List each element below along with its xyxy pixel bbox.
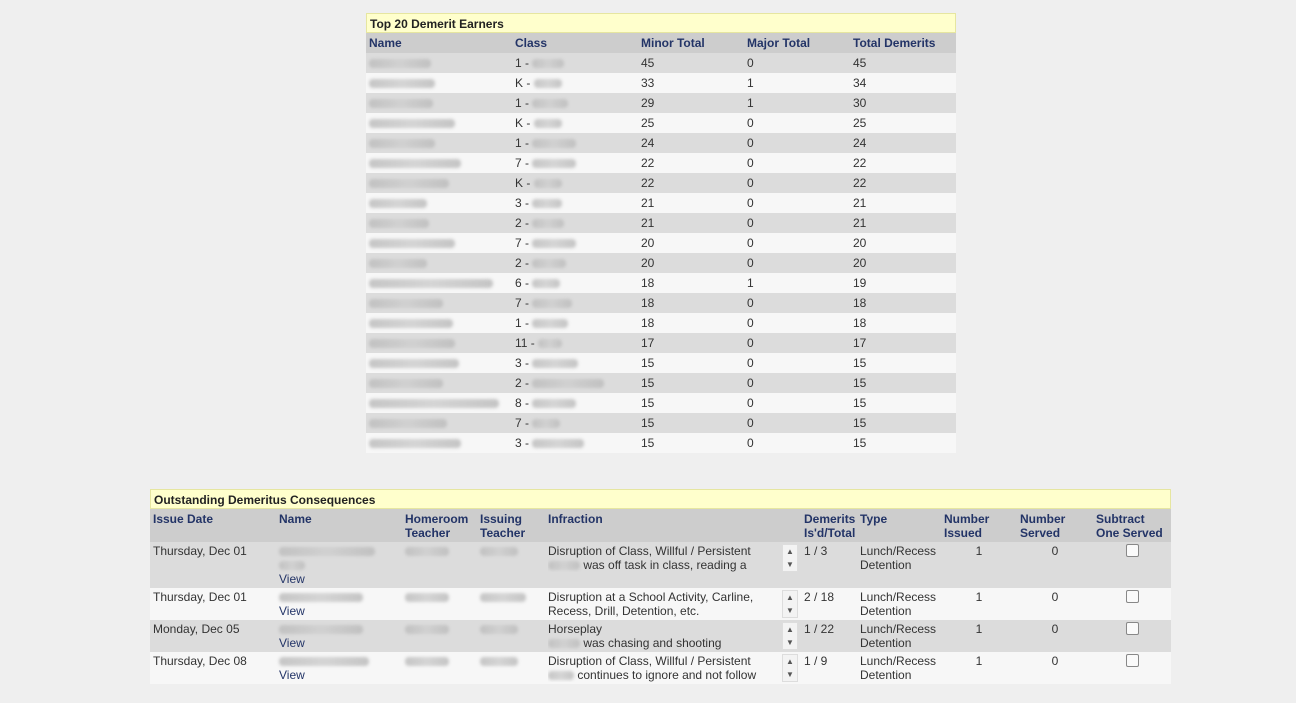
top-20-panel [366, 13, 956, 453]
class-cell: 8 - [512, 393, 638, 413]
redacted-teacher [532, 399, 576, 408]
major-total-cell: 0 [744, 133, 850, 153]
student-name-cell [366, 173, 512, 193]
minor-total-cell: 18 [638, 313, 744, 333]
number-served-cell: 0 [1017, 542, 1093, 588]
major-total-cell: 0 [744, 193, 850, 213]
redacted-name [369, 219, 429, 228]
minor-total-cell: 15 [638, 393, 744, 413]
col-number-issued-header: Number Issued [941, 509, 1017, 542]
top-20-row [366, 253, 956, 273]
issuing-teacher-cell [477, 652, 545, 684]
scroll-down-icon[interactable]: ▼ [786, 560, 794, 569]
class-cell: 3 - [512, 433, 638, 453]
top-20-row [366, 213, 956, 233]
redacted-name [369, 419, 447, 428]
col-infraction-header: Infraction [545, 509, 801, 542]
infraction-scrollbar[interactable] [782, 654, 798, 682]
top-20-row [366, 333, 956, 353]
major-total-cell: 0 [744, 253, 850, 273]
total-demerits-cell: 15 [850, 353, 956, 373]
redacted-name [369, 199, 427, 208]
redacted-teacher [532, 439, 584, 448]
col-major-total-header: Major Total [744, 33, 850, 53]
major-total-cell: 0 [744, 373, 850, 393]
scroll-down-icon[interactable]: ▼ [786, 638, 794, 647]
scroll-up-icon[interactable]: ▲ [786, 547, 794, 556]
total-demerits-cell: 15 [850, 413, 956, 433]
top-20-row [366, 113, 956, 133]
student-name-cell [366, 413, 512, 433]
redacted-name [369, 399, 499, 408]
top-20-row [366, 193, 956, 213]
redacted-teacher [534, 79, 562, 88]
minor-total-cell: 20 [638, 253, 744, 273]
student-name-cell [366, 133, 512, 153]
student-name-cell [366, 93, 512, 113]
major-total-cell: 0 [744, 153, 850, 173]
consequences-title: Outstanding Demeritus Consequences [150, 489, 1171, 509]
homeroom-teacher-cell [402, 652, 477, 684]
major-total-cell: 1 [744, 73, 850, 93]
redacted-teacher [532, 419, 560, 428]
scroll-up-icon[interactable]: ▲ [786, 657, 794, 666]
minor-total-cell: 18 [638, 293, 744, 313]
name-cell [276, 588, 402, 620]
major-total-cell: 0 [744, 393, 850, 413]
col-issuing-teacher-header: Issuing Teacher [477, 509, 545, 542]
redacted-name [369, 439, 461, 448]
infraction-textarea[interactable]: Disruption of Class, Willful / Persistent was off task in class, reading a [548, 544, 751, 572]
view-link[interactable]: View [279, 572, 305, 586]
total-demerits-cell: 18 [850, 313, 956, 333]
top-20-row [366, 53, 956, 73]
redacted-teacher [532, 239, 576, 248]
number-issued-cell: 1 [941, 542, 1017, 588]
minor-total-cell: 45 [638, 53, 744, 73]
top-20-row [366, 413, 956, 433]
minor-total-cell: 15 [638, 413, 744, 433]
demerits-cell: 1 / 22 [801, 620, 857, 652]
col-total-demerits-header: Total Demerits [850, 33, 956, 53]
total-demerits-cell: 19 [850, 273, 956, 293]
minor-total-cell: 15 [638, 353, 744, 373]
major-total-cell: 0 [744, 213, 850, 233]
class-cell: 3 - [512, 193, 638, 213]
student-name-cell [366, 213, 512, 233]
redacted-name [369, 279, 493, 288]
student-name-cell [366, 353, 512, 373]
redacted-name [279, 593, 363, 602]
class-cell: K - [512, 73, 638, 93]
consequence-row [150, 620, 1171, 652]
top-20-row [366, 93, 956, 113]
col-type-header: Type [857, 509, 941, 542]
redacted-teacher [532, 59, 564, 68]
major-total-cell: 0 [744, 113, 850, 133]
infraction-scrollbar[interactable] [782, 622, 798, 650]
total-demerits-cell: 15 [850, 373, 956, 393]
redacted-teacher [405, 547, 449, 556]
redacted-name [369, 139, 435, 148]
redacted-teacher [532, 139, 576, 148]
student-name-cell [366, 273, 512, 293]
consequences-panel [150, 489, 1171, 684]
infraction-textarea[interactable]: Disruption at a School Activity, Carline, Recess, Drill, Detention, etc. [548, 590, 754, 618]
class-cell: K - [512, 113, 638, 133]
issue-date-cell: Thursday, Dec 01 [150, 588, 276, 620]
top-20-row [366, 133, 956, 153]
consequence-row [150, 542, 1171, 588]
number-served-cell: 0 [1017, 652, 1093, 684]
name-cell [276, 652, 402, 684]
class-cell: 7 - [512, 293, 638, 313]
redacted-name [369, 99, 433, 108]
minor-total-cell: 29 [638, 93, 744, 113]
redacted-teacher [532, 279, 560, 288]
name-cell [276, 620, 402, 652]
class-cell: 1 - [512, 93, 638, 113]
infraction-textarea[interactable]: Disruption of Class, Willful / Persistent continues to ignore and not follow [548, 654, 757, 682]
top-20-row [366, 353, 956, 373]
type-cell: Lunch/Recess Detention [857, 652, 941, 684]
redacted-name [369, 119, 455, 128]
scroll-up-icon[interactable]: ▲ [786, 593, 794, 602]
redacted-name [369, 79, 435, 88]
student-name-cell [366, 293, 512, 313]
subtract-one-served-checkbox[interactable] [1126, 654, 1139, 667]
class-cell: 7 - [512, 153, 638, 173]
col-minor-total-header: Minor Total [638, 33, 744, 53]
top-20-table [366, 33, 956, 453]
top-20-row [366, 233, 956, 253]
student-name-cell [366, 433, 512, 453]
redacted-teacher [532, 259, 566, 268]
total-demerits-cell: 25 [850, 113, 956, 133]
homeroom-teacher-cell [402, 542, 477, 588]
consequence-row [150, 588, 1171, 620]
class-cell: 3 - [512, 353, 638, 373]
redacted-teacher [405, 625, 449, 634]
minor-total-cell: 20 [638, 233, 744, 253]
student-name-cell [366, 113, 512, 133]
type-cell: Lunch/Recess Detention [857, 620, 941, 652]
class-cell: 7 - [512, 413, 638, 433]
redacted-name [369, 259, 427, 268]
major-total-cell: 0 [744, 413, 850, 433]
major-total-cell: 1 [744, 93, 850, 113]
student-name-cell [366, 333, 512, 353]
major-total-cell: 0 [744, 353, 850, 373]
minor-total-cell: 33 [638, 73, 744, 93]
total-demerits-cell: 22 [850, 153, 956, 173]
subtract-one-served-cell [1093, 588, 1171, 620]
total-demerits-cell: 22 [850, 173, 956, 193]
redacted-student [548, 639, 580, 648]
infraction-scrollbar[interactable] [782, 544, 798, 572]
redacted-teacher [534, 119, 562, 128]
total-demerits-cell: 45 [850, 53, 956, 73]
total-demerits-cell: 18 [850, 293, 956, 313]
total-demerits-cell: 21 [850, 193, 956, 213]
redacted-name [279, 657, 369, 666]
name-cell [276, 542, 402, 588]
student-name-cell [366, 73, 512, 93]
student-name-cell [366, 393, 512, 413]
col-number-served-header: Number Served [1017, 509, 1093, 542]
minor-total-cell: 15 [638, 433, 744, 453]
redacted-teacher [532, 319, 568, 328]
subtract-one-served-cell [1093, 620, 1171, 652]
class-cell: K - [512, 173, 638, 193]
major-total-cell: 0 [744, 233, 850, 253]
minor-total-cell: 17 [638, 333, 744, 353]
major-total-cell: 1 [744, 273, 850, 293]
total-demerits-cell: 24 [850, 133, 956, 153]
scroll-up-icon[interactable]: ▲ [786, 625, 794, 634]
subtract-one-served-cell [1093, 652, 1171, 684]
infraction-cell [545, 652, 801, 684]
class-cell: 2 - [512, 373, 638, 393]
infraction-scrollbar[interactable] [782, 590, 798, 618]
demerits-cell: 1 / 9 [801, 652, 857, 684]
student-name-cell [366, 373, 512, 393]
redacted-student [548, 561, 580, 570]
redacted-name [369, 339, 455, 348]
major-total-cell: 0 [744, 293, 850, 313]
top-20-row [366, 173, 956, 193]
col-demerits-header: Demerits Is'd/Total [801, 509, 857, 542]
redacted-name [369, 299, 443, 308]
number-issued-cell: 1 [941, 652, 1017, 684]
infraction-textarea[interactable]: Horseplay was chasing and shooting [548, 622, 722, 650]
view-link[interactable]: View [279, 636, 305, 650]
minor-total-cell: 22 [638, 173, 744, 193]
scroll-down-icon[interactable]: ▼ [786, 606, 794, 615]
class-cell: 1 - [512, 133, 638, 153]
redacted-student [548, 671, 574, 680]
col-homeroom-teacher-header: Homeroom Teacher [402, 509, 477, 542]
redacted-teacher [534, 179, 562, 188]
student-name-cell [366, 233, 512, 253]
demerits-cell: 1 / 3 [801, 542, 857, 588]
total-demerits-cell: 34 [850, 73, 956, 93]
redacted-name [279, 547, 375, 556]
infraction-cell [545, 588, 801, 620]
redacted-name [369, 159, 461, 168]
student-name-cell [366, 193, 512, 213]
major-total-cell: 0 [744, 333, 850, 353]
number-served-cell: 0 [1017, 588, 1093, 620]
minor-total-cell: 21 [638, 213, 744, 233]
redacted-teacher [532, 299, 572, 308]
major-total-cell: 0 [744, 53, 850, 73]
class-cell: 11 - [512, 333, 638, 353]
type-cell: Lunch/Recess Detention [857, 542, 941, 588]
redacted-name [369, 379, 443, 388]
redacted-name [369, 359, 459, 368]
class-cell: 1 - [512, 53, 638, 73]
class-cell: 2 - [512, 213, 638, 233]
class-cell: 2 - [512, 253, 638, 273]
subtract-one-served-checkbox[interactable] [1126, 622, 1139, 635]
issue-date-cell: Thursday, Dec 01 [150, 542, 276, 588]
consequence-row [150, 652, 1171, 684]
view-link[interactable]: View [279, 668, 305, 682]
homeroom-teacher-cell [402, 620, 477, 652]
redacted-name [369, 319, 453, 328]
redacted-teacher [538, 339, 562, 348]
redacted-teacher [532, 159, 576, 168]
total-demerits-cell: 15 [850, 433, 956, 453]
homeroom-teacher-cell [402, 588, 477, 620]
subtract-one-served-checkbox[interactable] [1126, 590, 1139, 603]
total-demerits-cell: 17 [850, 333, 956, 353]
total-demerits-cell: 20 [850, 233, 956, 253]
minor-total-cell: 15 [638, 373, 744, 393]
demerits-cell: 2 / 18 [801, 588, 857, 620]
redacted-teacher [405, 657, 449, 666]
issuing-teacher-cell [477, 542, 545, 588]
top-20-row [366, 273, 956, 293]
col-class-header: Class [512, 33, 638, 53]
consequences-table [150, 509, 1171, 684]
redacted-teacher [532, 219, 564, 228]
top-20-row [366, 73, 956, 93]
type-cell: Lunch/Recess Detention [857, 588, 941, 620]
minor-total-cell: 24 [638, 133, 744, 153]
redacted-teacher [532, 379, 604, 388]
student-name-cell [366, 53, 512, 73]
issuing-teacher-cell [477, 620, 545, 652]
student-name-cell [366, 313, 512, 333]
major-total-cell: 0 [744, 433, 850, 453]
number-issued-cell: 1 [941, 588, 1017, 620]
total-demerits-cell: 15 [850, 393, 956, 413]
major-total-cell: 0 [744, 173, 850, 193]
redacted-name [369, 59, 431, 68]
redacted-teacher [480, 625, 518, 634]
redacted-name [279, 625, 363, 634]
subtract-one-served-cell [1093, 542, 1171, 588]
major-total-cell: 0 [744, 313, 850, 333]
issue-date-cell: Thursday, Dec 08 [150, 652, 276, 684]
redacted-teacher [532, 199, 562, 208]
col-issue-date-header: Issue Date [150, 509, 276, 542]
student-name-cell [366, 153, 512, 173]
redacted-teacher [532, 359, 578, 368]
top-20-row [366, 373, 956, 393]
class-cell: 7 - [512, 233, 638, 253]
issuing-teacher-cell [477, 588, 545, 620]
redacted-teacher [532, 99, 568, 108]
top-20-row [366, 293, 956, 313]
redacted-teacher [480, 593, 526, 602]
number-served-cell: 0 [1017, 620, 1093, 652]
infraction-cell [545, 620, 801, 652]
class-cell: 1 - [512, 313, 638, 333]
top-20-header-row [366, 33, 956, 53]
redacted-teacher [405, 593, 449, 602]
top-20-row [366, 393, 956, 413]
redacted-name [369, 179, 449, 188]
minor-total-cell: 21 [638, 193, 744, 213]
issue-date-cell: Monday, Dec 05 [150, 620, 276, 652]
top-20-row [366, 153, 956, 173]
redacted-teacher [480, 657, 518, 666]
total-demerits-cell: 21 [850, 213, 956, 233]
view-link[interactable]: View [279, 604, 305, 618]
redacted-name [369, 239, 455, 248]
minor-total-cell: 18 [638, 273, 744, 293]
top-20-row [366, 313, 956, 333]
col-name-header: Name [366, 33, 512, 53]
col-subtract-one-served-header: Subtract One Served [1093, 509, 1171, 542]
total-demerits-cell: 20 [850, 253, 956, 273]
top-20-title: Top 20 Demerit Earners [366, 13, 956, 33]
top-20-row [366, 433, 956, 453]
consequences-header-row [150, 509, 1171, 542]
minor-total-cell: 25 [638, 113, 744, 133]
number-issued-cell: 1 [941, 620, 1017, 652]
minor-total-cell: 22 [638, 153, 744, 173]
student-name-cell [366, 253, 512, 273]
col-name-header: Name [276, 509, 402, 542]
redacted-name [279, 561, 305, 570]
infraction-cell [545, 542, 801, 588]
redacted-teacher [480, 547, 518, 556]
total-demerits-cell: 30 [850, 93, 956, 113]
subtract-one-served-checkbox[interactable] [1126, 544, 1139, 557]
scroll-down-icon[interactable]: ▼ [786, 670, 794, 679]
class-cell: 6 - [512, 273, 638, 293]
